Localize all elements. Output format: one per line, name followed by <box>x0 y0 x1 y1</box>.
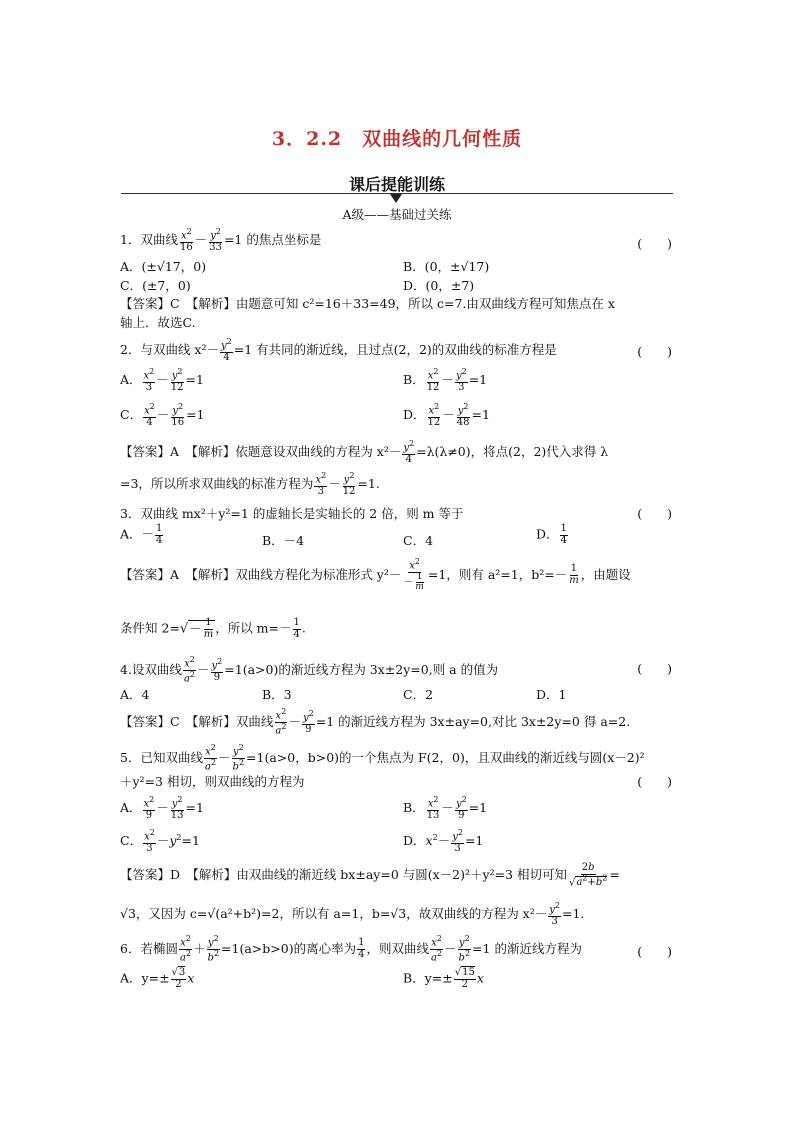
section-heading: 课后提能训练 <box>348 175 445 194</box>
q3-answer-line2: 条件知 2=√－ $\frac{1}{m}$ ，所以 m=－ $\frac{1}{4}$ . <box>120 617 306 640</box>
level-heading: A级——基础过关练 <box>342 207 452 222</box>
q1-paren: ( ) <box>637 236 672 251</box>
q5-option-a: A． $\frac{x^2}{9}$ － $\frac{y^2}{13}$ =1 <box>120 795 204 821</box>
q5-option-b: B． $\frac{x^2}{13}$ － $\frac{y^2}{9}$ =1 <box>403 795 488 821</box>
q3-stem: 3．双曲线 mx²＋y²=1 的虚轴长是实轴长的 2 倍，则 m 等于 <box>120 506 464 521</box>
q4-option-a: A．4 <box>120 687 150 702</box>
q4-answer: 【答案】C 【解析】双曲线 $\frac{x^2}{a^2}$ － $\frac{y^2}{9}$ =1 的渐近线方程为 3x±ay=0,对比 3x±2y=0 得 a=2. <box>120 707 631 737</box>
q3-option-b: B．－4 <box>262 533 305 548</box>
q1-answer: 【答案】C 【解析】由题意可知 c²=16＋33=49，所以 c=7.由双曲线方程可知焦点在 x <box>120 296 615 311</box>
q5-answer: 【答案】D 【解析】由双曲线的渐近线 bx±ay=0 与圆(x－2)²＋y²=3 相切可知 $\frac{2b}{√a^2+b^2}$ = <box>120 862 620 888</box>
q2-option-a: A． $\frac{x^2}{3}$ － $\frac{y^2}{12}$ =1 <box>120 367 204 393</box>
q4-paren: ( ) <box>637 661 672 676</box>
q5-answer-line2: √3，又因为 c=√(a²+b²)=2，所以有 a=1，b=√3，故双曲线的方程为 x²－ $\frac{y^2}{3}$ =1. <box>120 901 585 927</box>
q3-option-d: D． $\frac{1}{4}$ <box>536 523 567 546</box>
page-title: 3．2.2 双曲线的几何性质 <box>271 128 523 150</box>
q1-option-a: A．(±√17，0) <box>120 259 207 274</box>
q2-option-c: C． $\frac{x^2}{4}$ － $\frac{y^2}{16}$ =1 <box>120 402 205 428</box>
q1-option-d: D．(0，±7) <box>403 278 475 293</box>
q5-option-d: D．$x^2-$ $\frac{y^2}{3}$ =1 <box>403 828 484 854</box>
q3-answer: 【答案】A 【解析】双曲线方程化为标准形式 y²－ $x^2$ － $\frac{1}{m}$ =1，则有 a²=1，b²=－ $\frac{1}{m}$ ，由题设 <box>120 557 631 593</box>
q5-stem: 5．已知双曲线 $\frac{x^2}{a^2}$ － $\frac{y^2}{b^2}$ =1(a>0，b>0)的一个焦点为 F(2，0)，且双曲线的渐近线与圆(x－2)² <box>120 743 645 773</box>
q1-option-c: C．(±7，0) <box>120 278 191 293</box>
q3-option-a: A．－ $\frac{1}{4}$ <box>120 523 163 546</box>
q4-option-c: C．2 <box>403 687 434 702</box>
q3-option-c: C．4 <box>403 533 434 548</box>
q2-stem: 2．与双曲线 x²－ $\frac{y^2}{4}$ =1 有共同的渐近线，且过点(2，2)的双曲线的标准方程是 <box>120 337 557 363</box>
q1-answer-line2: 轴上．故选C. <box>120 315 196 330</box>
q6-paren: ( ) <box>637 944 672 959</box>
q5-paren: ( ) <box>637 774 672 789</box>
q6-stem: 6．若椭圆 $\frac{x^2}{a^2}$ ＋ $\frac{y^2}{b^2}$ =1(a>b>0)的离心率为 $\frac{1}{4}$ ，则双曲线 $\frac{x^2}{a^2}$ － $\frac{y^2}{b^2}$ =1 的渐近线方程为 <box>120 934 582 964</box>
q4-option-b: B．3 <box>262 687 292 702</box>
q5-stem-line2: ＋y²=3 相切，则双曲线的方程为 <box>120 774 305 789</box>
q2-paren: ( ) <box>637 344 672 359</box>
q2-answer-line2: =3，所以所求双曲线的标准方程为 $\frac{x^2}{3}$ － $\frac{y^2}{12}$ =1. <box>120 471 380 497</box>
q4-option-d: D．1 <box>536 687 567 702</box>
q1-stem: 1．双曲线 $\frac{x^2}{16}$ － $\frac{y^2}{33}$ =1 的焦点坐标是 <box>120 227 322 253</box>
q1-option-b: B．(0，±√17) <box>403 259 490 274</box>
triangle-marker-icon <box>390 194 402 203</box>
q2-option-d: D． $\frac{x^2}{12}$ － $\frac{y^2}{48}$ =1 <box>403 402 490 428</box>
q5-option-c: C． $\frac{x^2}{3}$ $-y^2=1$ <box>120 828 200 854</box>
q6-option-b: B．y=± $\frac{√15}{2}$ x <box>403 967 484 990</box>
q3-paren: ( ) <box>637 506 672 521</box>
q6-option-a: A．y=± $\frac{√3}{2}$ x <box>120 967 195 990</box>
q2-option-b: B． $\frac{x^2}{12}$ － $\frac{y^2}{3}$ =1 <box>403 367 488 393</box>
q4-stem: 4.设双曲线 $\frac{x^2}{a^2}$ － $\frac{y^2}{9}$ =1(a>0)的渐近线方程为 3x±2y=0,则 a 的值为 <box>120 655 499 685</box>
q2-answer: 【答案】A 【解析】依题意设双曲线的方程为 x²－ $\frac{y^2}{4}$ =λ(λ≠0)，将点(2，2)代入求得 λ <box>120 439 609 465</box>
